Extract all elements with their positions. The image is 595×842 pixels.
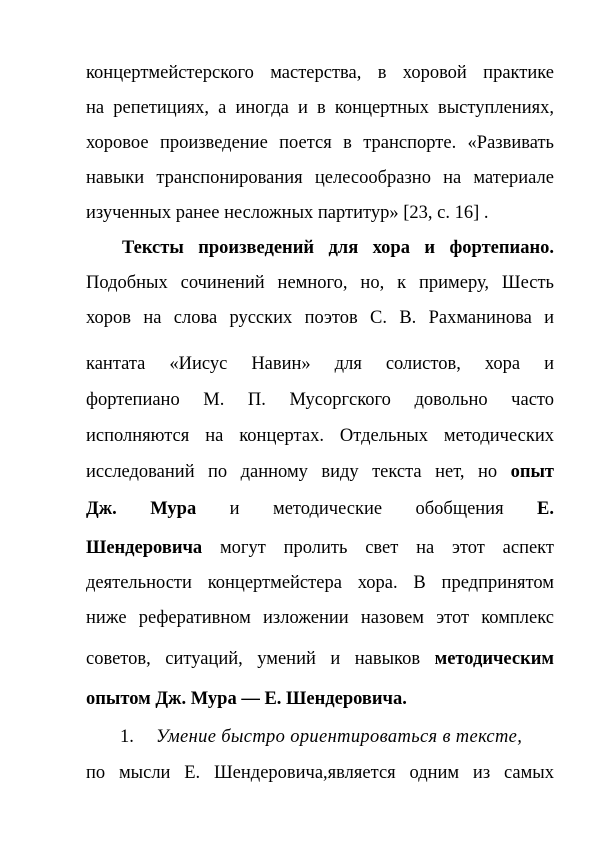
line-text: советов, ситуаций, умений и навыков xyxy=(86,649,421,669)
list-number: 1. xyxy=(120,727,134,747)
text-line: изученных ранее несложных партитур» [23, с. 16] . xyxy=(86,203,489,223)
section-heading xyxy=(122,237,554,259)
text-line xyxy=(86,648,554,670)
text-line: на репетициях, а иногда и в концертных выступлениях, xyxy=(86,98,554,118)
text-line: концертмейстерского мастерства, в хоровой практике xyxy=(86,63,554,83)
bold-text: Шендеровича xyxy=(86,538,203,558)
text-line xyxy=(86,688,554,710)
text-line: кантата «Иисус Навин» для солистов, хора и xyxy=(86,354,554,374)
text-line: по мысли Е. Шендеровича,является одним из самых xyxy=(86,763,554,783)
line-text: могут пролить свет на этот аспект xyxy=(219,538,555,558)
heading-text: Тексты произведений для хора и фортепиано. xyxy=(122,238,554,258)
bold-text: опытом Дж. Мура — Е. Шендеровича. xyxy=(86,689,407,709)
list-item xyxy=(120,726,554,748)
bold-text: опыт xyxy=(510,462,555,482)
bold-text: методическим xyxy=(434,649,554,669)
text-line: ниже реферативном изложении назовем этот комплекс xyxy=(86,608,554,628)
text-line: хоровое произведение поется в транспорте. «Развивать xyxy=(86,133,554,153)
bold-text: Е. xyxy=(537,499,554,519)
text-line: навыки транспонирования целесообразно на материале xyxy=(86,168,554,188)
text-line: деятельности концертмейстера хора. В предпринятом xyxy=(86,573,554,593)
text-line: исполняются на концертах. Отдельных методических xyxy=(86,426,554,446)
text-line: фортепиано М. П. Мусоргского довольно часто xyxy=(86,390,554,410)
line-text: исследований по данному виду текста нет, но xyxy=(86,462,498,482)
text-line xyxy=(86,461,554,483)
text-line: Подобных сочинений немного, но, к примеру, Шесть xyxy=(86,273,554,293)
line-text: и методические обобщения xyxy=(229,499,504,519)
bold-text: Дж. Мура xyxy=(86,499,197,519)
text-line xyxy=(86,537,554,559)
text-line: хоров на слова русских поэтов С. В. Рахманинова и xyxy=(86,308,554,328)
text-line xyxy=(86,498,554,520)
italic-text: Умение быстро ориентироваться в тексте, xyxy=(156,727,523,747)
